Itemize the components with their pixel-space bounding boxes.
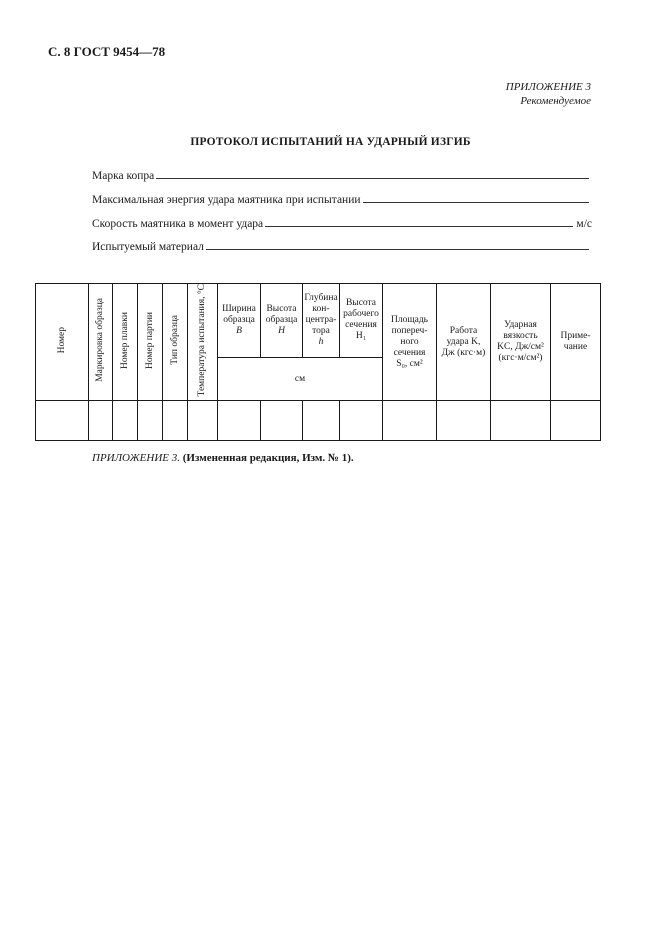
field-speed-unit: м/с (576, 218, 592, 230)
header-number: Номер (36, 284, 89, 401)
field-material-line[interactable] (206, 248, 589, 250)
table-cell[interactable] (89, 401, 113, 441)
document-title: ПРОТОКОЛ ИСПЫТАНИЙ НА УДАРНЫЙ ИЗГИБ (190, 136, 471, 148)
table-cell[interactable] (261, 401, 303, 441)
table-cell[interactable] (383, 401, 437, 441)
header-impact-energy: Работа удара K, Дж (кгс·м) (437, 284, 491, 401)
header-work-section-height: Высота рабочего сечения H₁ (340, 284, 383, 358)
header-temperature: Температура испытания, °С (188, 284, 218, 401)
amendment-note-label: ПРИЛОЖЕНИЕ 3. (92, 452, 180, 464)
protocol-table (35, 283, 601, 441)
field-koper-line[interactable] (156, 177, 589, 179)
field-energy-line[interactable] (363, 201, 589, 203)
appendix-number: ПРИЛОЖЕНИЕ 3 (505, 81, 591, 93)
field-speed-label: Скорость маятника в момент удара (92, 218, 264, 230)
header-impact-toughness: Ударная вязкость KC, Дж/см² (кгс·м/см²) (491, 284, 551, 401)
header-unit-cm: см (218, 357, 383, 401)
header-remarks: Приме- чание (551, 284, 601, 401)
appendix-label (506, 80, 591, 108)
table-cell[interactable] (218, 401, 261, 441)
field-material-label: Испытуемый материал (92, 241, 204, 253)
field-material (92, 241, 592, 253)
amendment-note-text: (Измененная редакция, Изм. № 1). (182, 452, 354, 464)
field-speed-line[interactable] (265, 225, 573, 227)
field-speed (92, 218, 592, 230)
table-cell[interactable] (188, 401, 218, 441)
field-energy (92, 194, 592, 206)
table-cell[interactable] (138, 401, 163, 441)
field-energy-label: Максимальная энергия удара маятника при испытании (92, 194, 361, 206)
header-melt: Номер плавки (113, 284, 138, 401)
header-notch-depth: Глубина кон- центра- тора h (303, 284, 340, 358)
field-koper (92, 170, 592, 182)
header-marking: Маркировка образца (89, 284, 113, 401)
page-header: С. 8 ГОСТ 9454—78 (48, 44, 166, 59)
table-cell[interactable] (163, 401, 188, 441)
table-cell[interactable] (113, 401, 138, 441)
table-cell[interactable] (437, 401, 491, 441)
table-cell[interactable] (491, 401, 551, 441)
table-cell[interactable] (551, 401, 601, 441)
header-batch: Номер партии (138, 284, 163, 401)
header-width: Ширина образца B (218, 284, 261, 358)
appendix-status: Рекомендуемое (520, 95, 591, 107)
table-row (36, 401, 601, 441)
table-cell[interactable] (340, 401, 383, 441)
header-height: Высота образца H (261, 284, 303, 358)
table-cell[interactable] (303, 401, 340, 441)
header-area: Площадь попереч- ного сечения S₀, см² (383, 284, 437, 401)
table-cell[interactable] (36, 401, 89, 441)
field-koper-label: Марка копра (92, 170, 155, 182)
header-type: Тип образца (163, 284, 188, 401)
amendment-note (92, 452, 354, 464)
